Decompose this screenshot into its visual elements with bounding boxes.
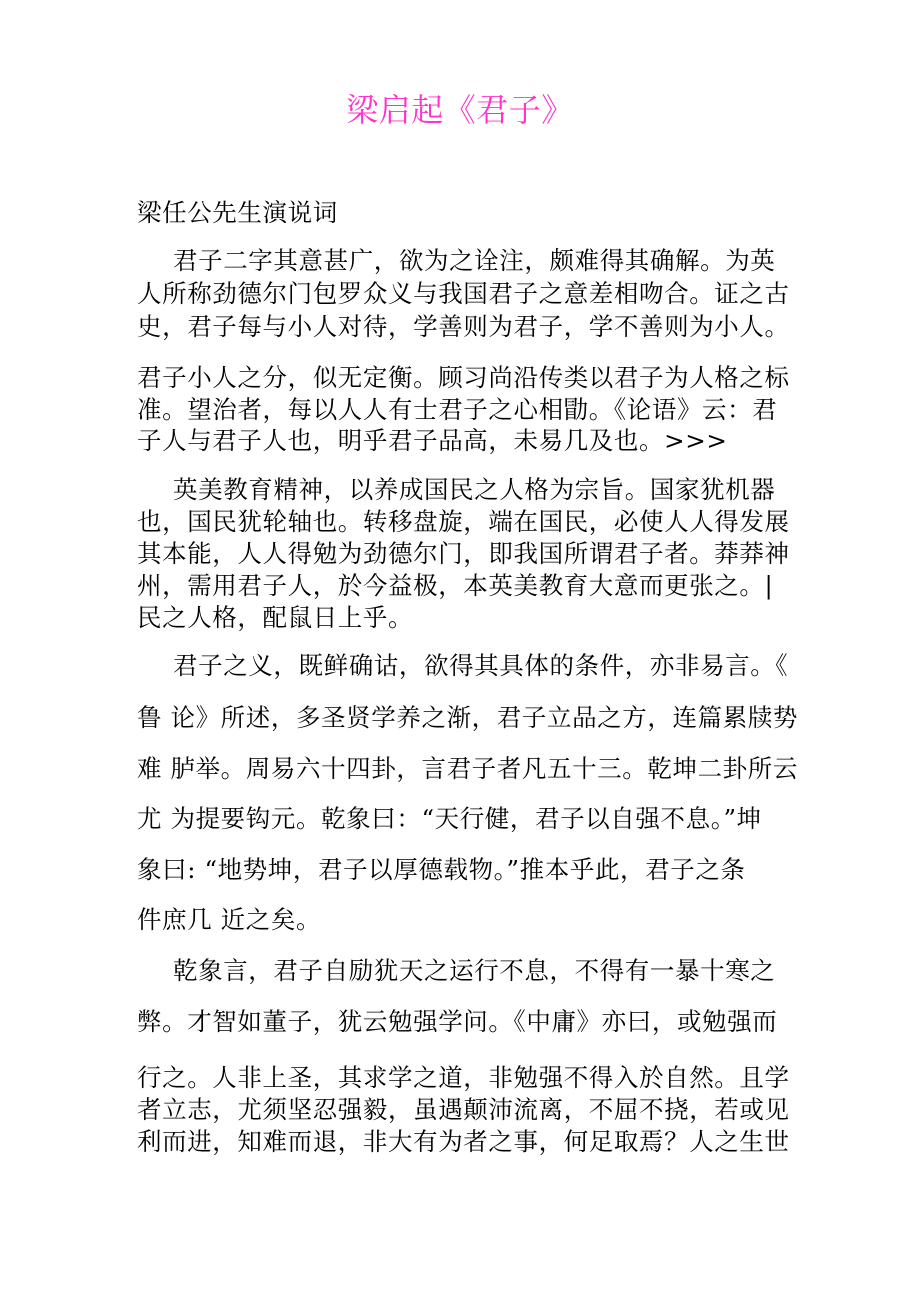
text-line: 君子之义，既鲜确诂，欲得其具体的条件，亦非易言。《 (173, 651, 789, 680)
text-line: 行之。人非上圣，其求学之道，非勉强不得入於自然。且学 (137, 1063, 790, 1092)
text-line: 者立志，尤须坚忍强毅，虽遇颠沛流离，不屈不挠，若或见 (137, 1095, 790, 1124)
text-line: 史，君子每与小人对待，学善则为君子，学不善则为小人。 (137, 312, 790, 341)
text-line: 英美教育精神，以养成国民之人格为宗旨。国家犹机器 (173, 475, 776, 504)
text-line: 象曰: “地势坤，君子以厚德载物。”推本乎此，君子之条 (137, 855, 746, 884)
text-line: 子人与君子人也，明乎君子品高，未易几及也。>>> (137, 426, 728, 455)
text-line: 乾象言，君子自励犹天之运行不息，不得有一暴十寒之 (173, 956, 776, 985)
text-line: 其本能，人人得勉为劲德尔门，即我国所谓君子者。莽莽神 (137, 539, 790, 568)
text-line: 准。望治者，每以人人有士君子之心相勖。《论语》云：君 (137, 395, 778, 424)
text-line: 州，需用君子人，於今益极，本英美教育大意而更张之。| (137, 571, 774, 600)
document-subtitle: 梁任公先生演说词 (137, 198, 338, 227)
text-line: 人所称劲德尔门包罗众义与我国君子之意差相吻合。证之古 (137, 279, 790, 308)
text-line: 弊。才智如董子，犹云勉强学问。《中庸》亦曰，或勉强而 (137, 1007, 778, 1036)
text-line: 件庶几 近之矣。 (137, 905, 322, 934)
text-line: 尤 为提要钩元。乾象曰：“天行健，君子以自强不息。”坤 (137, 804, 762, 833)
text-line: 鲁 论》所述，多圣贤学养之渐，君子立品之方，连篇累牍势 (137, 703, 798, 732)
text-line: 君子小人之分，似无定衡。顾习尚沿传类以君子为人格之标 (137, 363, 790, 392)
text-line: 利而进，知难而退，非大有为者之事，何足取焉？人之生世 (137, 1127, 790, 1156)
text-line: 民之人格，配鼠日上乎。 (137, 603, 414, 632)
text-line: 也，国民犹轮轴也。转移盘旋，端在国民，必使人人得发展 (137, 507, 790, 536)
text-line: 君子二字其意甚广，欲为之诠注，颇难得其确解。为英 (173, 246, 776, 275)
text-line: 难 胪举。周易六十四卦，言君子者凡五十三。乾坤二卦所云 (137, 754, 798, 783)
document-title: 梁启起《君子》 (346, 91, 574, 129)
